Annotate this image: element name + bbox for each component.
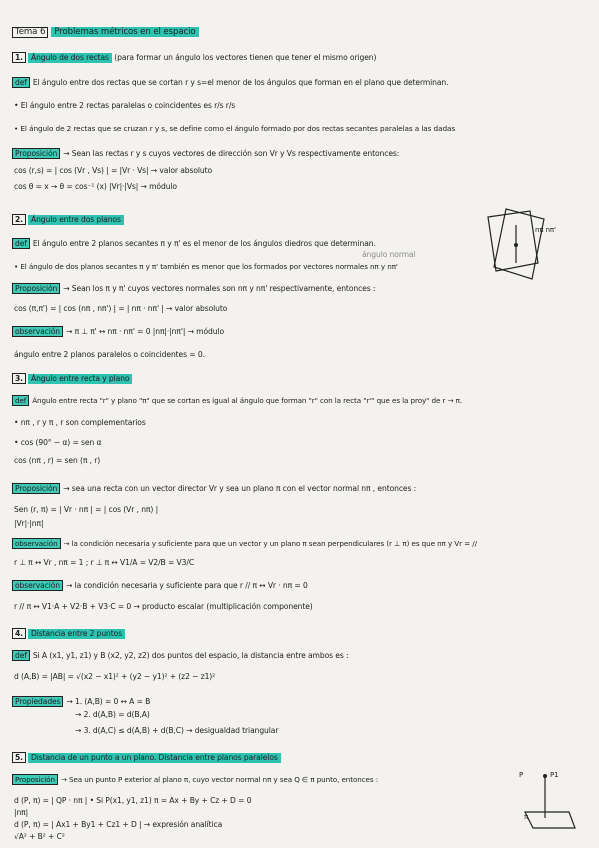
line-l30: d (A,B) = |AB| = √(x2 − x1)² + (y2 − y1)² + (z2 − z1)² <box>14 672 216 681</box>
line-l12: Proposición → Sean los π y π' cuyos vectores normales son nπ y nπ' respectivamente, entonces : <box>12 283 375 294</box>
line-l29: def Si A (x1, y1, z1) y B (x2, y2, z2) dos puntos del espacio, la distancia entre ambos es : <box>12 650 349 661</box>
line-l37: |nπ| <box>14 808 29 817</box>
section-5-heading: 5. Distancia de un punto a un plano. Distancia entre planos paralelos <box>12 752 281 763</box>
line-l24: observación → la condición necesaria y suficiente para que un vector y un plano π sean perpendiculares (r ⊥ π) es que nπ y Vr = // <box>12 538 477 549</box>
line-l14: observación → π ⊥ π' ↔ nπ · nπ' = 0 |nπ|·|nπ'| → módulo <box>12 326 224 337</box>
section-3-heading: 3. Ángulo entre recta y plano <box>12 373 132 384</box>
line-l8: cos θ = x → θ = cos⁻¹ (x) |Vr|·|Vs| → módulo <box>14 182 177 191</box>
planes-angle-label: nπ nπ' <box>535 226 556 234</box>
section-1-heading: 1. Ángulo de dos rectas (para formar un ángulo los vectores tienen que tener el mismo origen) <box>12 52 376 63</box>
point-projection-label: P1 <box>550 771 559 779</box>
line-l7: cos (r,s) = | cos (Vr , Vs) | = |Vr · Vs| → valor absoluto <box>14 166 213 175</box>
line-l17: def Ángulo entre recta "r" y plano "π" que se cortan es igual al ángulo que forman "r" con la recta "r'" que es la proy" de r → π. <box>12 395 462 406</box>
line-l38: d (P, π) = | Ax1 + By1 + Cz1 + D | → expresión analítica <box>14 820 223 829</box>
line-l35: Proposición → Sea un punto P exterior al plano π, cuyo vector normal nπ y sea Q ∈ π punto, entonces : <box>12 774 378 785</box>
line-l22: Sen (r, π) = | Vr · nπ | = | cos (Vr , nπ) | <box>14 505 159 514</box>
line-l31: Propiedades → 1. (A,B) = 0 ↔ A = B <box>12 696 150 707</box>
planes-angle-sketch <box>478 205 558 285</box>
line-l26: observación → la condición necesaria y suficiente para que r // π ↔ Vr · nπ = 0 <box>12 580 308 591</box>
line-l20: cos (nπ , r) = sen (π , r) <box>14 456 101 465</box>
line-l10b: ángulo normal <box>362 250 416 259</box>
line-l18: • nπ , r y π , r son complementarios <box>14 418 146 427</box>
plane-label: π <box>524 813 529 821</box>
line-l25: r ⊥ π ↔ Vr , nπ = 1 ; r ⊥ π ↔ V1/A = V2/B = V3/C <box>14 558 195 567</box>
section-2-heading: 2. Ángulo entre dos planos <box>12 214 124 225</box>
point-label: P <box>519 771 524 779</box>
line-l32: → 2. d(A,B) = d(B,A) <box>75 710 150 719</box>
line-l36: d (P, π) = | QP · nπ | • Si P(x1, y1, z1) π = Ax + By + Cz + D = 0 <box>14 796 252 805</box>
line-l10: def El ángulo entre 2 planos secantes π y π' es el menor de los ángulos diedros que determinan. <box>12 238 376 249</box>
section-4-heading: 4. Distancia entre 2 puntos <box>12 628 125 639</box>
line-l1 <box>12 27 199 38</box>
line-l6: Proposición → Sean las rectas r y s cuyos vectores de dirección son Vr y Vs respectivamente entonces: <box>12 148 399 159</box>
line-l15: ángulo entre 2 planos paralelos o coincidentes = 0. <box>14 350 205 359</box>
line-l27: r // π ↔ V1·A + V2·B + V3·C = 0 → producto escalar (multiplicación componente) <box>14 602 313 611</box>
line-l3: def El ángulo entre dos rectas que se cortan r y s=el menor de los ángulos que forman en el plano que determinan. <box>12 77 448 88</box>
line-l21: Proposición → sea una recta con un vector director Vr y sea un plano π con el vector normal nπ , entonces : <box>12 483 416 494</box>
line-l33: → 3. d(A,C) ≤ d(A,B) + d(B,C) → desigualdad triangular <box>75 726 279 735</box>
point-plane-sketch <box>515 770 585 840</box>
theme-title: Problemas métricos en el espacio <box>51 27 198 37</box>
line-l5: • El ángulo de 2 rectas que se cruzan r y s, se define como el ángulo formado por dos rectas secantes paralelas a las dadas <box>14 124 456 133</box>
theme-label: Tema 6 <box>12 27 48 38</box>
line-l11: • El ángulo de dos planos secantes π y π' también es menor que los formados por vectores normales nπ y nπ' <box>14 262 398 271</box>
line-l23: |Vr|·|nπ| <box>14 519 44 528</box>
line-l4: • El ángulo entre 2 rectas paralelas o coincidentes es r/s r/s <box>14 101 236 110</box>
line-l39: √A² + B² + C² <box>14 832 65 841</box>
line-l19: • cos (90° − α) = sen α <box>14 438 102 447</box>
line-l13: cos (π,π') = | cos (nπ , nπ') | = | nπ · nπ' | → valor absoluto <box>14 304 228 313</box>
